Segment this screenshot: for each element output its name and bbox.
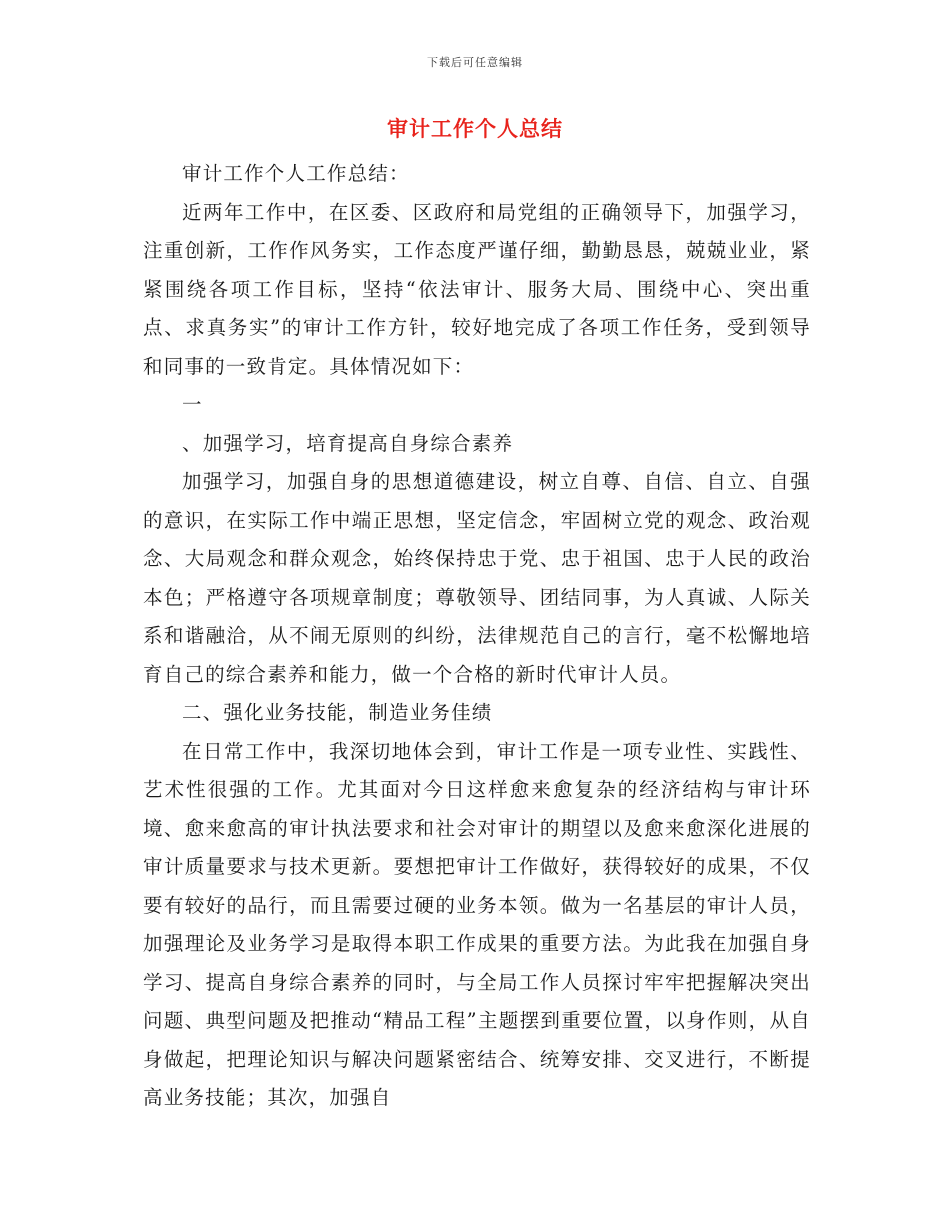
section-heading-2: 二、强化业务技能，制造业务佳绩 [182,701,493,724]
section-number-1: 一 [182,393,203,416]
paragraph-section-1: 加强学习，加强自身的思想道德建设，树立自尊、自信、自立、自强的意识，在实际工作中端正思想，坚定信念，牢固树立党的观念、政治观念、大局观念和群众观念，始终保持忠于党、忠于祖国、忠于人民的政治本色；严格遵守各项规章制度；尊敬领导、团结同事，为人真诚、人际关系和谐融洽，从不闹无原则的纠纷，法律规范自己的言行，毫不松懈地培育自己的综合素养和能力，做一个合格的新时代审计人员。 [143,470,811,686]
paragraph-overview: 近两年工作中，在区委、区政府和局党组的正确领导下，加强学习，注重创新，工作作风务实，工作态度严谨仔细，勤勤恳恳，兢兢业业，紧紧围绕各项工作目标，坚持“依法审计、服务大局、围绕中心、突出重点、求真务实”的审计工作方针，较好地完成了各项工作任务，受到领导和同事的一致肯定。具体情况如下： [143,200,811,378]
section-heading-1: 、加强学习，培育提高自身综合素养 [182,431,514,455]
header-note: 下载后可任意编辑 [427,56,523,69]
paragraph-section-2: 在日常工作中，我深切地体会到，审计工作是一项专业性、实践性、艺术性很强的工作。尤其面对今日这样愈来愈复杂的经济结构与审计环境、愈来愈高的审计执法要求和社会对审计的期望以及愈来愈深化进展的审计质量要求与技术更新。要想把审计工作做好，获得较好的成果，不仅要有较好的品行，而且需要过硬的业务本领。做为一名基层的审计人员，加强理论及业务学习是取得本职工作成果的重要方法。为此我在加强自身学习、提高自身综合素养的同时，与全局工作人员探讨牢牢把握解决突出问题、典型问题及把推动“精品工程”主题摆到重要位置，以身作则，从自身做起，把理论知识与解决问题紧密结合、统筹安排、交叉进行，不断提高业务技能；其次，加强自 [143,739,811,1109]
document-title: 审计工作个人总结 [387,116,563,141]
document-body [143,155,811,1118]
paragraph-intro: 审计工作个人工作总结： [182,162,410,185]
